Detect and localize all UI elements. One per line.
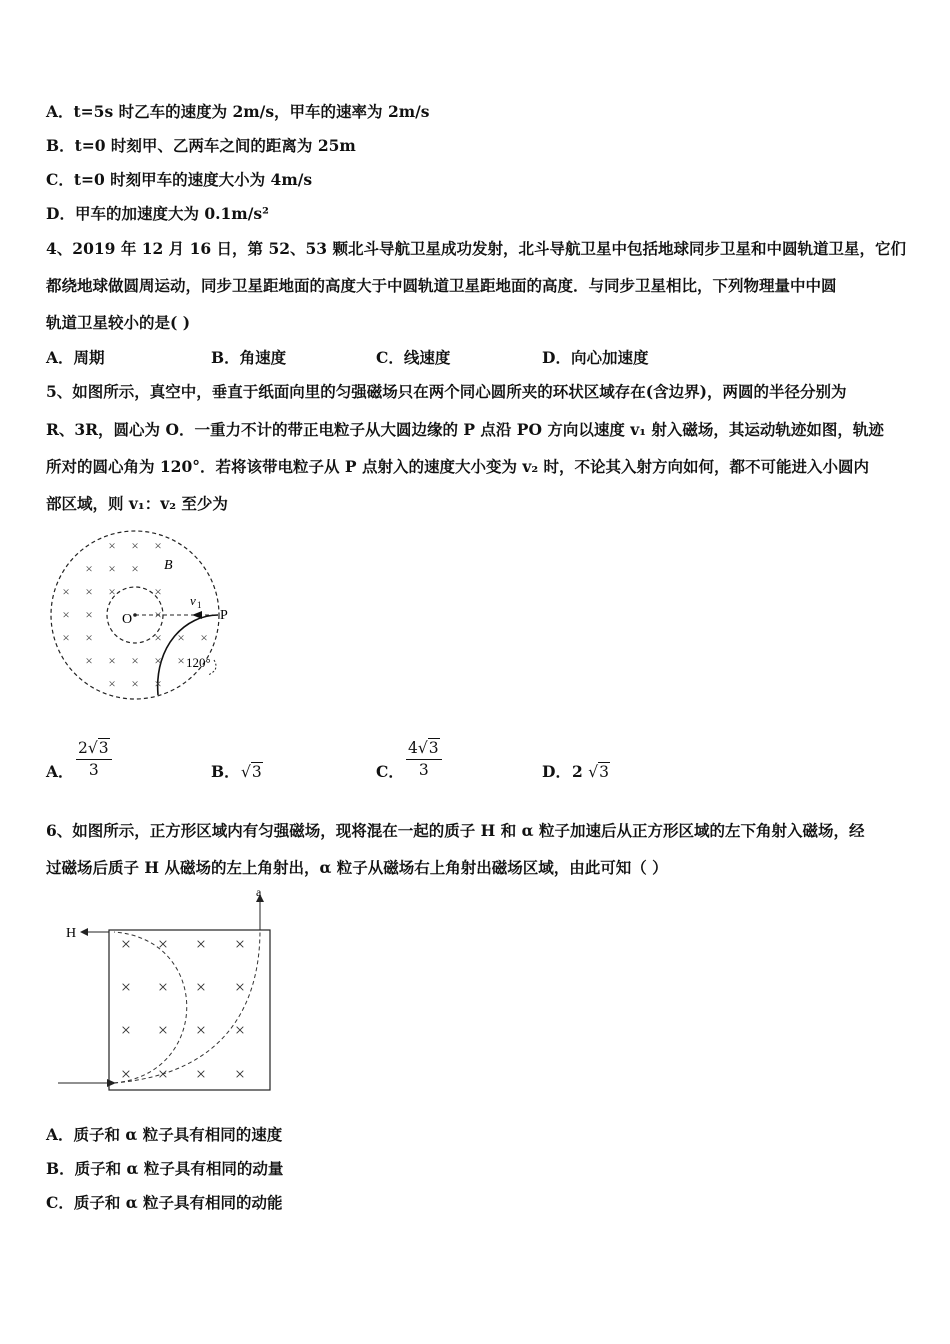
q5-field-cross: × xyxy=(177,653,185,668)
q5-field-cross: × xyxy=(131,676,139,691)
q5-stem-line4: 部区域，则 v₁：v₂ 至少为 xyxy=(46,494,228,513)
q5-field-cross: × xyxy=(154,653,162,668)
q5-field-cross: × xyxy=(62,584,70,599)
q6-figure xyxy=(56,884,286,1096)
q6-field-cross: × xyxy=(195,934,207,954)
q5-label-p: P xyxy=(220,608,228,623)
q6-field-cross: × xyxy=(120,934,132,954)
q5-velocity-arrowhead xyxy=(192,611,202,619)
q5-field-cross: × xyxy=(177,630,185,645)
q5-field-cross: × xyxy=(108,538,116,553)
q5-option-b-radicand: 3 xyxy=(251,763,262,781)
q6-field-cross: × xyxy=(157,934,169,954)
q6-field-cross: × xyxy=(234,934,246,954)
q5-label-v-sub: 1 xyxy=(197,600,202,610)
q5-option-c-prefix: C． xyxy=(376,762,404,781)
q5-field-cross: × xyxy=(154,676,162,691)
q5-field-cross: × xyxy=(108,676,116,691)
q3-option-a: A．t=5s 时乙车的速度为 2m/s，甲车的速率为 2m/s xyxy=(46,102,430,121)
q4-stem-line3: 轨道卫星较小的是( ) xyxy=(46,313,191,332)
q3-option-c: C．t=0 时刻甲车的速度大小为 4m/s xyxy=(46,170,313,189)
q5-stem-line3: 所对的圆心角为 120°．若将该带电粒子从 P 点射入的速度大小变为 v₂ 时，不论其入射方向如何，都不可能进入小圆内 xyxy=(46,457,870,476)
q5-field-cross: × xyxy=(85,630,93,645)
q4-option-c: C．线速度 xyxy=(376,348,451,367)
q6-stem-line2: 过磁场后质子 H 从磁场的左上角射出，α 粒子从磁场右上角射出磁场区域，由此可知（ ） xyxy=(46,858,668,877)
q6-field-cross: × xyxy=(157,1020,169,1040)
q6-field-cross: × xyxy=(120,1064,132,1084)
q6-field-cross: × xyxy=(195,1064,207,1084)
q5-option-b-prefix: B． xyxy=(211,762,240,781)
q5-field-cross: × xyxy=(154,607,162,622)
q5-field-cross: × xyxy=(85,561,93,576)
q5-label-b: B xyxy=(164,558,173,573)
q5-label-v: v xyxy=(190,593,196,608)
q5-option-a-coef: 2 xyxy=(78,739,88,757)
q5-option-d-radicand: 3 xyxy=(599,763,609,781)
q6-stem-line1: 6、如图所示，正方形区域内有匀强磁场，现将混在一起的质子 H 和 α 粒子加速后从正方形区域的左下角射入磁场，经 xyxy=(46,821,865,840)
q5-field-cross: × xyxy=(62,607,70,622)
q6-h-trajectory xyxy=(114,932,187,1083)
q6-field-cross: × xyxy=(234,1064,246,1084)
q6-option-a: A．质子和 α 粒子具有相同的速度 xyxy=(46,1125,283,1144)
q5-field-cross: × xyxy=(154,584,162,599)
q5-figure xyxy=(46,525,236,705)
q6-field-cross: × xyxy=(120,977,132,997)
q5-field-cross: × xyxy=(85,653,93,668)
q5-option-a-fraction: $\frac{2√3}{3}$ xyxy=(76,738,112,780)
q5-option-a-den: 3 xyxy=(88,761,99,779)
q6-field-cross: × xyxy=(120,1020,132,1040)
q5-option-c-coef: 4 xyxy=(408,739,418,757)
q6-square-region xyxy=(109,930,270,1090)
q5-field-cross: × xyxy=(200,630,208,645)
q6-field-cross: × xyxy=(195,977,207,997)
q5-field-cross: × xyxy=(131,538,139,553)
q5-field-cross: × xyxy=(154,538,162,553)
q5-option-c-den: 3 xyxy=(418,761,429,779)
q6-option-b: B．质子和 α 粒子具有相同的动量 xyxy=(46,1159,284,1178)
q5-option-d-value: 2 √3 xyxy=(572,762,609,781)
q6-h-exit-arrowhead xyxy=(80,928,88,936)
q5-option-c-radicand: 3 xyxy=(428,739,439,757)
q5-option-d-prefix: D． xyxy=(542,762,571,781)
q5-stem-line2: R、3R，圆心为 O．一重力不计的带正电粒子从大圆边缘的 P 点沿 PO 方向以速度 v₁ 射入磁场，其运动轨迹如图，轨迹 xyxy=(46,420,884,439)
q5-field-cross: × xyxy=(85,607,93,622)
q6-label-a: a xyxy=(256,885,262,899)
q4-option-d: D．向心加速度 xyxy=(542,348,649,367)
q3-option-b: B．t=0 时刻甲、乙两车之间的距离为 25m xyxy=(46,136,356,155)
q5-center-dot xyxy=(133,613,137,617)
q6-field-cross: × xyxy=(234,1020,246,1040)
q6-field-cross: × xyxy=(195,1020,207,1040)
q5-option-b-value: √3 xyxy=(241,763,262,781)
q3-option-d: D．甲车的加速度大为 0.1m/s² xyxy=(46,204,269,223)
q5-field-cross: × xyxy=(108,653,116,668)
q6-field-cross: × xyxy=(157,1064,169,1084)
q4-stem-line2: 都绕地球做圆周运动，同步卫星距地面的高度大于中圆轨道卫星距地面的高度．与同步卫星相比，下列物理量中中圆 xyxy=(46,276,837,295)
q4-option-b: B．角速度 xyxy=(211,348,287,367)
q5-field-cross: × xyxy=(131,561,139,576)
q6-option-c: C．质子和 α 粒子具有相同的动能 xyxy=(46,1193,283,1212)
q5-field-cross: × xyxy=(62,630,70,645)
q5-label-angle: 120° xyxy=(186,655,211,670)
q6-field-cross: × xyxy=(234,977,246,997)
q5-option-c-fraction: $\frac{4√3}{3}$ xyxy=(406,738,442,780)
q5-field-cross: × xyxy=(108,561,116,576)
q5-option-d-coef: 2 xyxy=(572,762,583,781)
q5-field-cross: × xyxy=(108,584,116,599)
q6-field-cross: × xyxy=(157,977,169,997)
q5-field-cross: × xyxy=(154,630,162,645)
q6-label-h: H xyxy=(66,926,77,941)
q5-option-a-prefix: A． xyxy=(46,762,74,781)
q5-label-o: O xyxy=(122,612,133,627)
q4-stem-line1: 4、2019 年 12 月 16 日，第 52、53 颗北斗导航卫星成功发射，北斗导航卫星中包括地球同步卫星和中圆轨道卫星，它们 xyxy=(46,239,906,258)
q5-option-a-radicand: 3 xyxy=(98,739,109,757)
q4-option-a: A．周期 xyxy=(46,348,105,367)
q5-stem-line1: 5、如图所示，真空中，垂直于纸面向里的匀强磁场只在两个同心圆所夹的环状区域存在(含边界)，两圆的半径分别为 xyxy=(46,382,847,401)
q5-field-cross: × xyxy=(131,653,139,668)
q5-field-cross: × xyxy=(85,584,93,599)
